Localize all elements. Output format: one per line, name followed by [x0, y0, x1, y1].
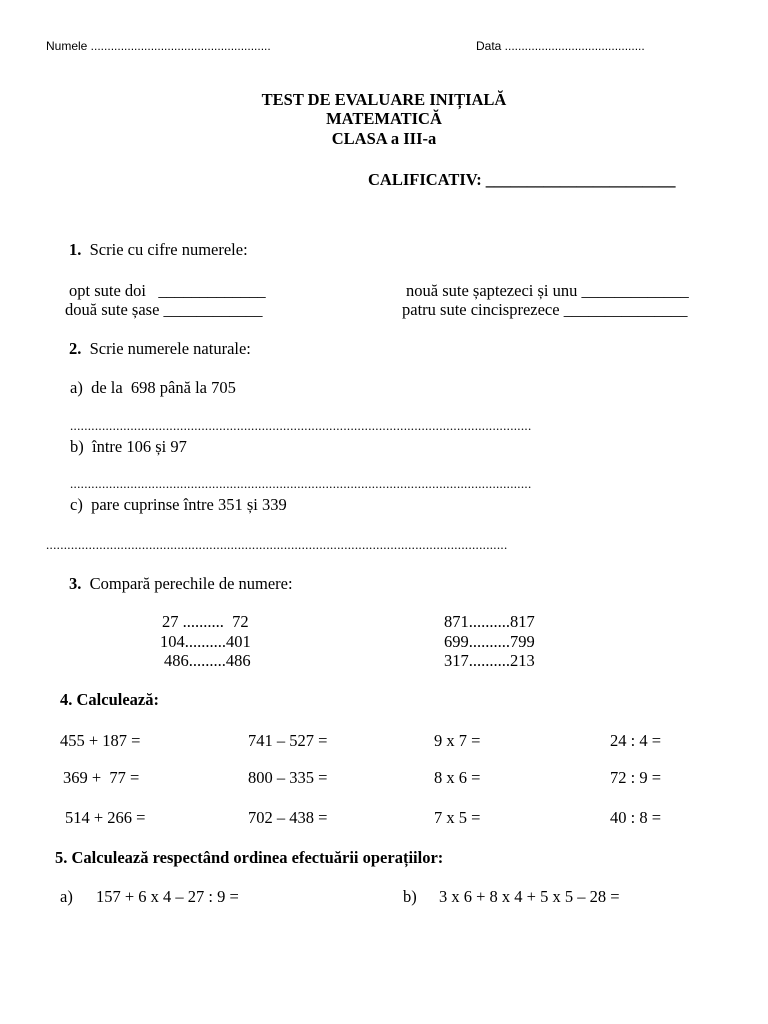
- ex2-item-b: b) între 106 și 97: [70, 437, 187, 456]
- ex1-item-1: opt sute doi _____________: [69, 281, 266, 300]
- ex3-prompt: Compară perechile de numere:: [89, 574, 293, 593]
- ex1-item-2: nouă sute șaptezeci și unu _____________: [406, 281, 689, 300]
- ex2-item-a: a) de la 698 până la 705: [70, 378, 236, 397]
- ex1-number: 1.: [69, 240, 82, 259]
- answer-dots-line: ..................................................................................................................................: [70, 476, 532, 491]
- test-title: TEST DE EVALUARE INIȚIALĂ: [261, 90, 507, 109]
- ex1-prompt: Scrie cu cifre numerele:: [89, 240, 248, 259]
- ex1-item-3: două sute șase ____________: [65, 300, 263, 319]
- calc-item: 741 – 527 =: [248, 731, 328, 750]
- grade-label: CALIFICATIV: _______________________: [368, 170, 676, 189]
- calc-item: 24 : 4 =: [610, 731, 662, 750]
- ex5-heading: 5. Calculează respectând ordinea efectuării operațiilor:: [55, 848, 444, 867]
- ex5-item-b-label: b): [403, 887, 417, 906]
- ex2-heading: [69, 339, 251, 359]
- date-field: Data ..........................................: [476, 39, 645, 53]
- calc-item: 72 : 9 =: [610, 768, 662, 787]
- compare-pair: 27 .......... 72: [162, 612, 249, 631]
- ex3-heading: [69, 574, 293, 594]
- compare-pair: 871..........817: [444, 612, 535, 631]
- calc-item: 40 : 8 =: [610, 808, 662, 827]
- ex4-heading: 4. Calculează:: [60, 690, 159, 709]
- class-title: CLASA a III-a: [331, 129, 437, 148]
- ex5-item-a-expression: 157 + 6 x 4 – 27 : 9 =: [96, 887, 239, 906]
- calc-item: 8 x 6 =: [434, 768, 481, 787]
- ex1-item-4: patru sute cincisprezece _______________: [402, 300, 688, 319]
- compare-pair: 104..........401: [160, 632, 251, 651]
- compare-pair: 317..........213: [444, 651, 535, 670]
- ex2-item-c: c) pare cuprinse între 351 și 339: [70, 495, 287, 514]
- calc-item: 800 – 335 =: [248, 768, 328, 787]
- ex3-number: 3.: [69, 574, 82, 593]
- answer-dots-line: ..................................................................................................................................: [70, 418, 532, 433]
- compare-pair: 699..........799: [444, 632, 535, 651]
- ex2-prompt: Scrie numerele naturale:: [89, 339, 251, 358]
- ex5-item-a-label: a): [60, 887, 73, 906]
- answer-dots-line: ..................................................................................................................................: [46, 537, 508, 552]
- compare-pair: 486.........486: [164, 651, 251, 670]
- calc-item: 455 + 187 =: [60, 731, 141, 750]
- calc-item: 9 x 7 =: [434, 731, 481, 750]
- subject-title: MATEMATICĂ: [326, 109, 442, 128]
- name-field: Numele ......................................................: [46, 39, 271, 53]
- calc-item: 7 x 5 =: [434, 808, 481, 827]
- ex2-number: 2.: [69, 339, 82, 358]
- calc-item: 369 + 77 =: [63, 768, 140, 787]
- ex5-item-b-expression: 3 x 6 + 8 x 4 + 5 x 5 – 28 =: [439, 887, 620, 906]
- calc-item: 702 – 438 =: [248, 808, 328, 827]
- ex1-heading: [69, 240, 248, 260]
- calc-item: 514 + 266 =: [65, 808, 146, 827]
